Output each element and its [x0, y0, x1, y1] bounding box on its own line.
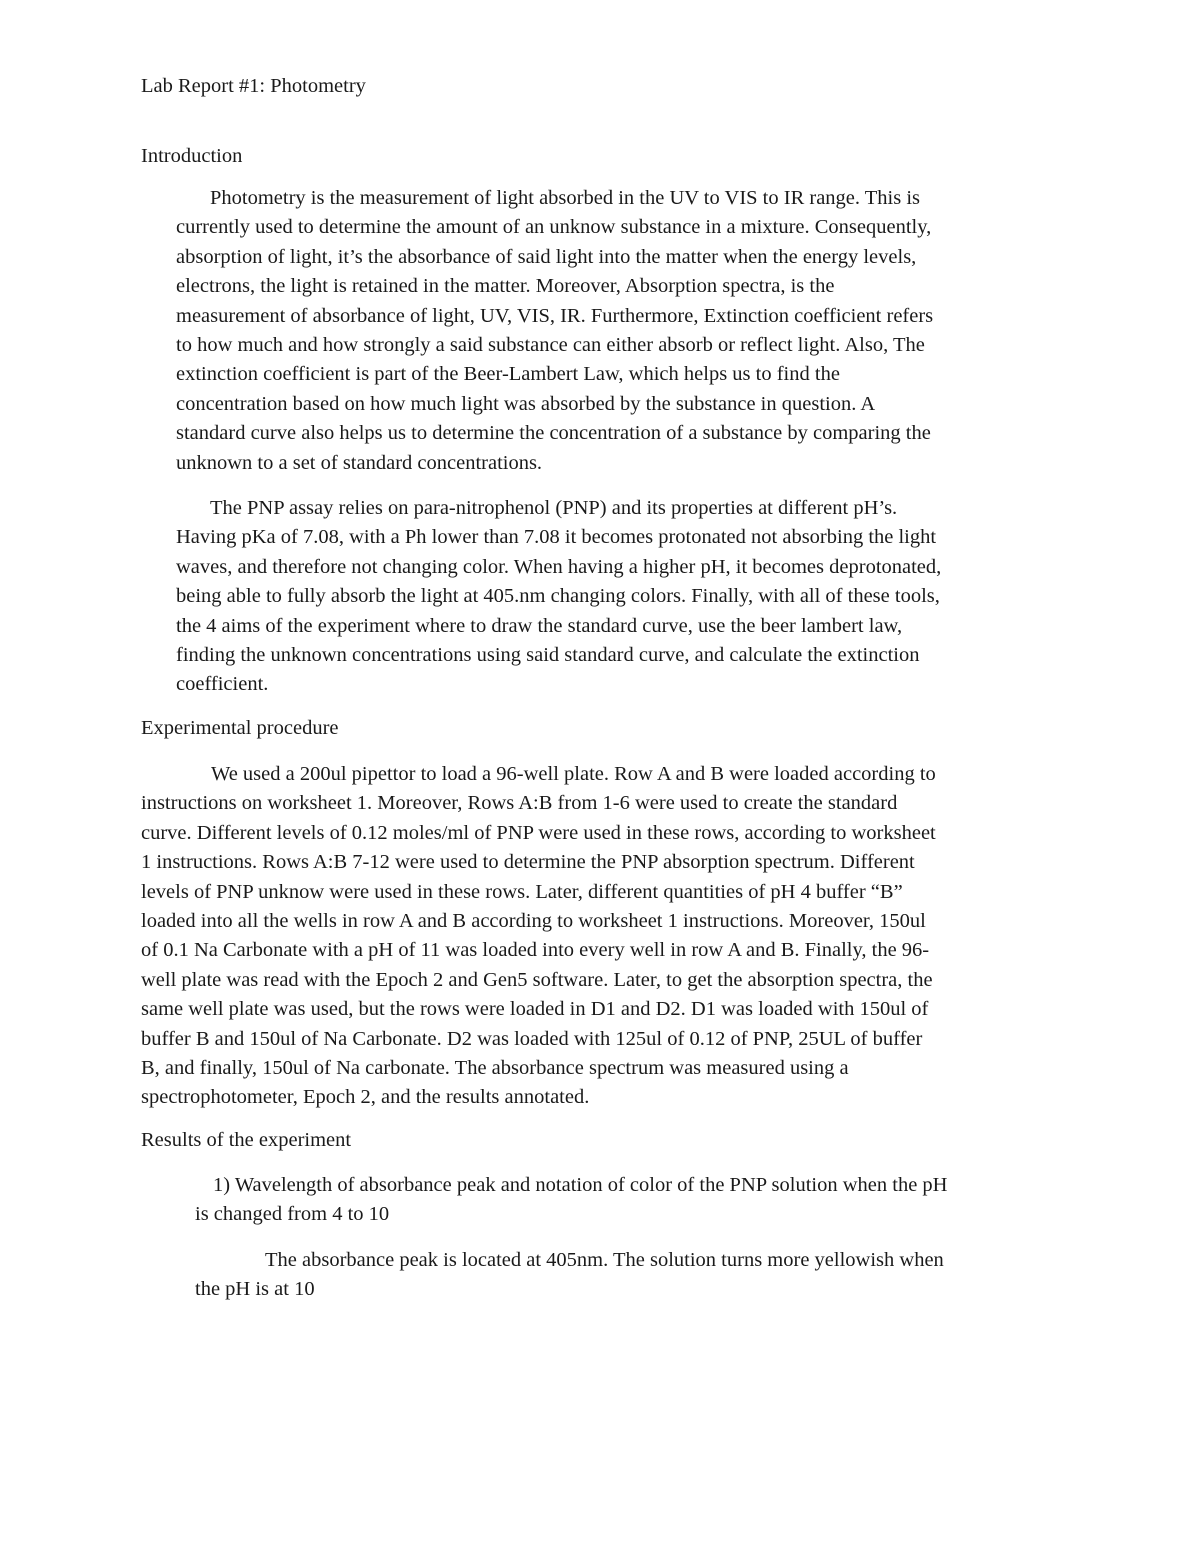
text-line: measurement of absorbance of light, UV, VIS, IR. Furthermore, Extinction coefficient refers	[176, 304, 934, 327]
introduction-paragraph-2	[176, 494, 1066, 700]
text-line: instructions on worksheet 1. Moreover, Rows A:B from 1-6 were used to create the standard	[141, 792, 898, 815]
text-line: buffer B and 150ul of Na Carbonate. D2 was loaded with 125ul of 0.12 of PNP, 25UL of buffer	[141, 1027, 923, 1050]
results-question-1	[195, 1171, 1065, 1230]
text-line: 1) Wavelength of absorbance peak and notation of color of the PNP solution when the pH	[213, 1174, 948, 1196]
text-line: well plate was read with the Epoch 2 and Gen5 software. Later, to get the absorption spectra, the	[141, 968, 933, 991]
text-line: B, and finally, 150ul of Na carbonate. The absorbance spectrum was measured using a	[141, 1057, 849, 1080]
text-line: the pH is at 10	[195, 1278, 315, 1301]
text-line: absorption of light, it’s the absorbance of said light into the matter when the energy levels,	[176, 245, 917, 268]
text-line: We used a 200ul pipettor to load a 96-well plate. Row A and B were loaded according to	[211, 763, 936, 785]
text-line: coefficient.	[176, 673, 269, 696]
text-line: The absorbance peak is located at 405nm. The solution turns more yellowish when	[265, 1249, 944, 1271]
results-answer-1	[195, 1246, 1065, 1305]
document-title: Lab Report #1: Photometry	[141, 75, 366, 97]
text-line: loaded into all the wells in row A and B according to worksheet 1 instructions. Moreover, 150ul	[141, 910, 926, 933]
text-line: Having pKa of 7.08, with a Ph lower than 7.08 it becomes protonated not absorbing the light	[176, 526, 937, 549]
introduction-heading: Introduction	[141, 145, 243, 167]
text-line: electrons, the light is retained in the matter. Moreover, Absorption spectra, is the	[176, 275, 835, 298]
text-line: extinction coefficient is part of the Beer-Lambert Law, which helps us to find the	[176, 363, 840, 386]
text-line: currently used to determine the amount of an unknow substance in a mixture. Consequently,	[176, 216, 932, 239]
text-line: concentration based on how much light was absorbed by the substance in question. A	[176, 392, 876, 415]
text-line: 1 instructions. Rows A:B 7-12 were used to determine the PNP absorption spectrum. Different	[141, 851, 915, 874]
procedure-heading: Experimental procedure	[141, 717, 339, 739]
text-line: standard curve also helps us to determine the concentration of a substance by comparing the	[176, 422, 931, 445]
text-line: of 0.1 Na Carbonate with a pH of 11 was loaded into every well in row A and B. Finally, the 96-	[141, 939, 930, 962]
text-line: same well plate was used, but the rows were loaded in D1 and D2. D1 was loaded with 150ul of	[141, 998, 929, 1021]
text-line: The PNP assay relies on para-nitrophenol (PNP) and its properties at different pH’s.	[210, 497, 898, 519]
text-line: waves, and therefore not changing color. When having a higher pH, it becomes deprotonated,	[176, 555, 942, 578]
text-line: spectrophotometer, Epoch 2, and the results annotated.	[141, 1086, 590, 1109]
text-line: the 4 aims of the experiment where to draw the standard curve, use the beer lambert law,	[176, 614, 903, 637]
text-line: curve. Different levels of 0.12 moles/ml of PNP were used in these rows, according to worksheet	[141, 821, 936, 844]
procedure-paragraph	[141, 760, 1066, 1113]
text-line: being able to fully absorb the light at 405.nm changing colors. Finally, with all of these tools,	[176, 585, 940, 608]
text-line: to how much and how strongly a said substance can either absorb or reflect light. Also, The	[176, 334, 925, 357]
text-line: unknown to a set of standard concentrations.	[176, 451, 543, 474]
introduction-paragraph-1	[176, 184, 1066, 478]
text-line: finding the unknown concentrations using said standard curve, and calculate the extinction	[176, 644, 920, 667]
text-line: levels of PNP unknow were used in these rows. Later, different quantities of pH 4 buffer “B”	[141, 880, 903, 903]
results-heading: Results of the experiment	[141, 1129, 352, 1151]
text-line: Photometry is the measurement of light absorbed in the UV to VIS to IR range. This is	[210, 187, 921, 209]
text-line: is changed from 4 to 10	[195, 1203, 390, 1226]
